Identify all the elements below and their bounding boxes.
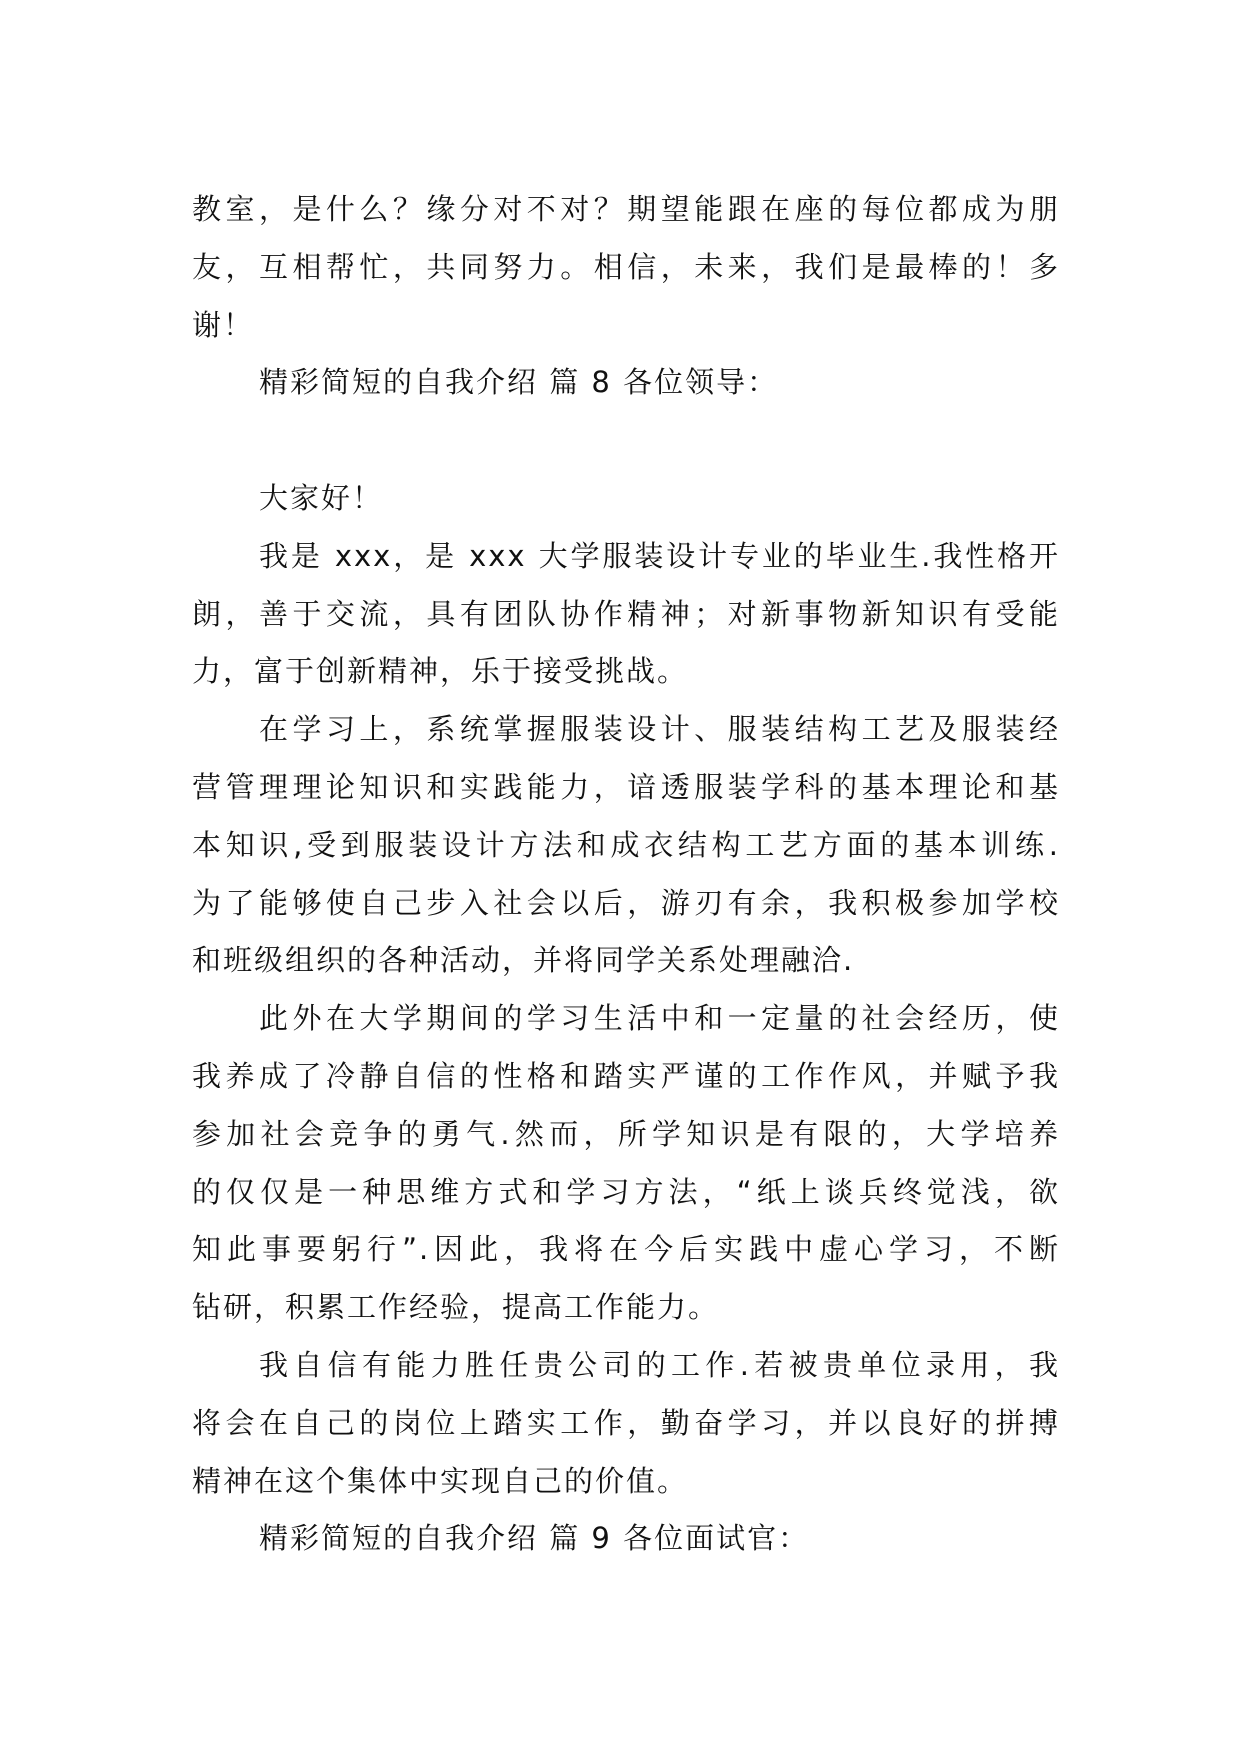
paragraph-line: 将会在自己的岗位上踏实工作，勤奋学习，并以良好的拼搏: [192, 1405, 1060, 1440]
paragraph-line: 此外在大学期间的学习生活中和一定量的社会经历，使: [259, 1001, 1060, 1036]
paragraph-line: 谢！: [192, 307, 255, 342]
paragraph-line: 营管理理论知识和实践能力，谙透服装学科的基本理论和基: [192, 769, 1060, 804]
greeting-line: 大家好！: [259, 480, 384, 515]
paragraph-line: 为了能够使自己步入社会以后，游刃有余，我积极参加学校: [192, 885, 1060, 920]
paragraph-line: 精神在这个集体中实现自己的价值。: [192, 1463, 689, 1498]
paragraph-line: 朗，善于交流，具有团队协作精神；对新事物新知识有受能: [192, 596, 1060, 631]
paragraph-line: 和班级组织的各种活动，并将同学关系处理融洽.: [192, 943, 855, 978]
paragraph-line: 本知识,受到服装设计方法和成衣结构工艺方面的基本训练.: [192, 827, 1060, 862]
paragraph-line: 在学习上，系统掌握服装设计、服装结构工艺及服装经: [259, 712, 1060, 747]
section-heading: 精彩简短的自我介绍 篇 9 各位面试官：: [259, 1521, 810, 1556]
paragraph-line: 友，互相帮忙，共同努力。相信，未来，我们是最棒的！多: [192, 249, 1060, 284]
document-page: [192, 181, 1060, 1568]
paragraph-line: 教室，是什么？缘分对不对？期望能跟在座的每位都成为朋: [192, 192, 1060, 226]
paragraph-line: 我养成了冷静自信的性格和踏实严谨的工作作风，并赋予我: [192, 1058, 1060, 1093]
paragraph-line: 钻研，积累工作经验，提高工作能力。: [192, 1290, 720, 1325]
paragraph-line: 力，富于创新精神，乐于接受挑战。: [192, 654, 689, 689]
paragraph-line: 知此事要躬行”.因此，我将在今后实践中虚心学习，不断: [192, 1232, 1060, 1267]
section-heading: 精彩简短的自我介绍 篇 8 各位领导：: [259, 365, 779, 400]
paragraph-line: 我是 xxx，是 xxx 大学服装设计专业的毕业生.我性格开: [259, 538, 1060, 573]
paragraph-line: 的仅仅是一种思维方式和学习方法，“纸上谈兵终觉浅，欲: [192, 1174, 1060, 1209]
blank-line: [192, 412, 1060, 470]
paragraph-line: 我自信有能力胜任贵公司的工作.若被贵单位录用，我: [259, 1347, 1060, 1382]
paragraph-line: 参加社会竞争的勇气.然而，所学知识是有限的，大学培养: [192, 1116, 1060, 1151]
